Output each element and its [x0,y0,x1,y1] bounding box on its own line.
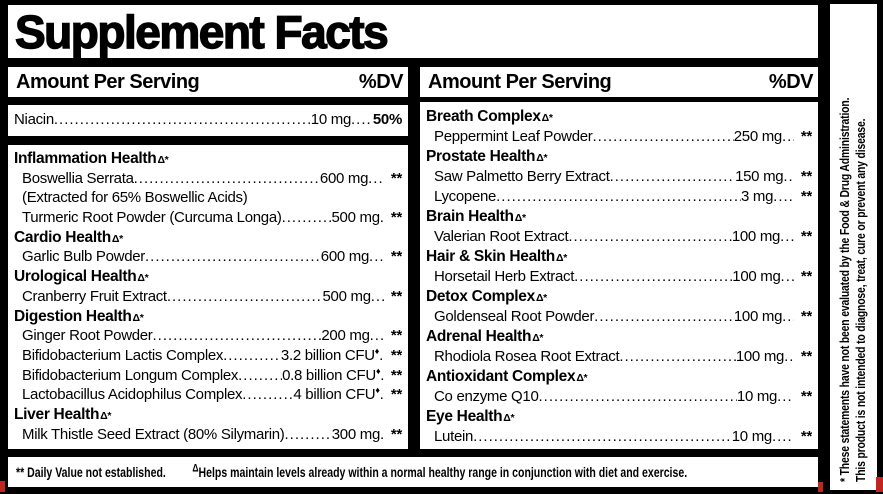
dv-value: ** [390,366,402,384]
daily-value-footnote: ** Daily Value not established. [16,464,166,480]
ingredient-amount: 3 mg [741,188,774,205]
dv-value: ** [390,327,402,345]
ingredient-amount: 300 mg [331,425,380,443]
ingredient-row [426,167,812,187]
dot-leader-short [777,387,794,407]
dot-leader-short [368,169,384,189]
dv-value: ** [390,346,402,364]
dot-leader [574,267,732,287]
ingredient-row [14,425,402,445]
section-header-row: Cardio Health Δ* [14,228,123,246]
ingredient-row [14,366,402,386]
section-name: Antioxidant Complex [426,368,576,385]
ingredient-amount: 150 mg [735,168,784,185]
dv-value: ** [800,268,812,285]
ingredient-row [426,347,812,367]
right-column-header [420,67,818,97]
ingredient-row [426,227,812,247]
section-header-row: Breath Complex Δ* [426,108,553,125]
section-header-row: Urological Health Δ* [14,268,149,286]
dot-leader [285,425,332,445]
dv-value: ** [390,386,402,404]
delta-footnote [192,462,688,480]
dot-leader [153,326,322,346]
dot-leader [242,385,293,405]
dot-leader-short [781,267,794,287]
ingredient-name: Lycopene [434,188,497,205]
cfu-diamond-marker: ♦ [375,365,381,376]
ingredient-name: Garlic Bulb Powder [22,248,145,266]
dv-value: ** [800,428,812,445]
ingredient-name: Lactobacillus Acidophilus Complex [22,386,243,404]
side-disclaimer-rotated [830,4,877,490]
ingredient-name: Rhodiola Rosea Root Extract [434,348,620,365]
footnote-text [16,462,688,480]
ingredient-name: Horsetail Herb Extract [434,268,575,285]
ingredient-name: Turmeric Root Powder (Curcuma Longa) [22,209,282,227]
ingredient-row [426,267,812,287]
ingredient-amount: 10 mg [731,428,772,445]
dot-leader [134,169,320,189]
dot-leader-short [351,110,373,130]
ingredient-amount: 4 billion CFU♦ [293,385,380,404]
section-name: Breath Complex [426,108,541,125]
ingredient-amount: 600 mg [320,248,370,266]
section-name: Liver Health [14,405,100,423]
dot-leader [593,127,734,147]
ingredient-name: Saw Palmetto Berry Extract [434,168,610,185]
dv-value: ** [390,287,402,305]
ingredient-amount: 600 mg [319,169,369,187]
section-header-row: Hair & Skin Health Δ* [426,248,568,265]
dot-leader [619,347,736,367]
ingredient-name: Peppermint Leaf Powder [434,128,593,145]
ingredient-amount: 500 mg [331,209,380,227]
dv-value: ** [390,425,402,443]
dv-value: ** [800,228,812,245]
dot-leader-short [369,247,384,267]
right-ingredients-box [420,102,818,449]
percent-dv-label: %DV [768,70,813,93]
section-name: Adrenal Health [426,328,532,345]
ingredient-row [426,187,812,207]
ingredient-amount: 10 mg [736,388,778,405]
ingredient-amount: 100 mg [732,268,781,285]
ingredient-name: Bifidobacterium Lactis Complex [22,346,224,364]
ingredient-amount: 100 mg [735,348,785,365]
dot-leader [496,187,741,207]
section-header-row: Prostate Health Δ* [426,148,548,165]
ingredient-row [426,127,812,147]
dv-value: ** [800,188,812,205]
section-header-row: Antioxidant Complex Δ* [426,368,588,385]
ingredient-row [426,307,812,327]
dot-leader-short [772,427,794,447]
dot-leader-short [783,167,794,187]
delta-marker: Δ [192,462,199,474]
side-disclaimer-strip [830,4,877,490]
section-header-row: Adrenal Health Δ* [426,328,544,345]
page-title: Supplement Facts [15,5,388,58]
ingredient-amount: 100 mg [731,228,781,245]
section-name: Brain Health [426,208,514,225]
ingredient-name: Boswellia Serrata [22,169,134,187]
dot-leader [167,287,323,307]
ingredient-name: Co enzyme Q10 [434,388,539,405]
dv-value: ** [800,348,812,365]
red-scan-artifact [876,477,883,492]
ingredient-row [426,387,812,407]
dv-value: 50% [372,111,402,128]
dv-value: ** [390,169,402,187]
ingredient-name: Niacin [14,111,54,128]
section-name: Digestion Health [14,307,132,325]
ingredient-amount: 3.2 billion CFU♦ [280,345,380,364]
ingredient-name: Cranberry Fruit Extract [22,287,167,305]
section-header-row: Brain Health Δ* [426,208,526,225]
section-header-row: Detox Complex Δ* [426,288,547,305]
ingredient-row [14,346,402,366]
ingredient-row [14,287,402,307]
ingredient-row [14,247,402,267]
dv-value: ** [800,128,812,145]
title-box [8,5,818,58]
dot-leader [473,427,732,447]
ingredient-row [14,169,402,189]
section-name: Detox Complex [426,288,535,305]
ingredient-name: Ginger Root Powder [22,327,153,345]
ingredient-amount: 10 mg [310,111,351,128]
cfu-diamond-marker: ♦ [374,345,380,356]
dot-leader-short [782,307,794,327]
section-name: Urological Health [14,268,137,286]
red-scan-artifact [0,481,5,492]
dot-leader-short [782,127,794,147]
dot-leader [223,346,281,366]
ingredient-amount: 0.8 billion CFU♦ [282,365,381,384]
red-scan-artifact [818,482,823,492]
ingredient-row [426,427,812,447]
ingredient-name: Bifidobacterium Longum Complex [22,366,239,384]
ingredient-name: Valerian Root Extract [434,228,569,245]
dv-value: ** [390,209,402,227]
dot-leader [145,247,321,267]
ingredient-name: Milk Thistle Seed Extract (80% Silymarin) [22,425,285,443]
amount-per-serving-label: Amount Per Serving [16,70,200,93]
cfu-diamond-marker: ♦ [375,385,380,396]
section-name: Eye Health [426,408,503,425]
dot-leader-short [784,347,794,367]
footnote-bar [8,457,818,487]
dot-leader-short [773,187,794,207]
ingredient-note-row [14,188,402,208]
section-name: Prostate Health [426,148,536,165]
section-name: Cardio Health [14,228,111,246]
niacin-box [8,105,408,136]
delta-footnote-text: Helps maintain levels already within a normal healthy range in conjunction with diet and exercise. [198,464,688,480]
left-column-header [8,67,408,97]
amount-per-serving-label: Amount Per Serving [428,70,612,93]
dv-value: ** [800,308,812,325]
ingredient-row [14,326,402,346]
ingredient-row [14,208,402,228]
section-header-row: Digestion Health Δ* [14,307,144,325]
section-header-row: Liver Health Δ* [14,405,112,423]
dot-leader [282,208,332,228]
dot-leader [610,167,735,187]
dot-leader [568,227,732,247]
dot-leader [538,387,736,407]
dot-leader [54,110,311,130]
dot-leader-short [780,227,794,247]
percent-dv-label: %DV [358,70,403,93]
ingredient-name: Lutein [434,428,474,445]
left-ingredients-box [8,145,408,449]
dot-leader [238,366,282,386]
dot-leader-short [370,326,384,346]
section-header-row: Inflammation Health Δ* [14,150,169,167]
disease-statement-line: This product is not intended to diagnose, treat, cure or prevent any disease. [853,118,868,482]
ingredient-amount: 250 mg [733,128,782,145]
ingredient-amount: 100 mg [733,308,783,325]
fda-statement-line: * These statements have not been evaluated by the Food & Drug Administration. [837,97,852,482]
dot-leader [594,307,734,327]
ingredient-note: (Extracted for 65% Boswellic Acids) [22,189,248,207]
ingredient-amount: 500 mg [322,287,371,305]
ingredient-row [14,110,402,130]
dv-value: ** [800,168,812,185]
dv-value: ** [800,388,812,405]
section-header-row: Eye Health Δ* [426,408,515,425]
ingredient-name: Goldenseal Root Powder [434,308,595,325]
section-name: Inflammation Health [14,150,157,167]
dot-leader-short [371,287,384,307]
dv-value: ** [390,248,402,266]
ingredient-row [14,385,402,405]
ingredient-amount: 200 mg [321,327,370,345]
section-name: Hair & Skin Health [426,248,555,265]
